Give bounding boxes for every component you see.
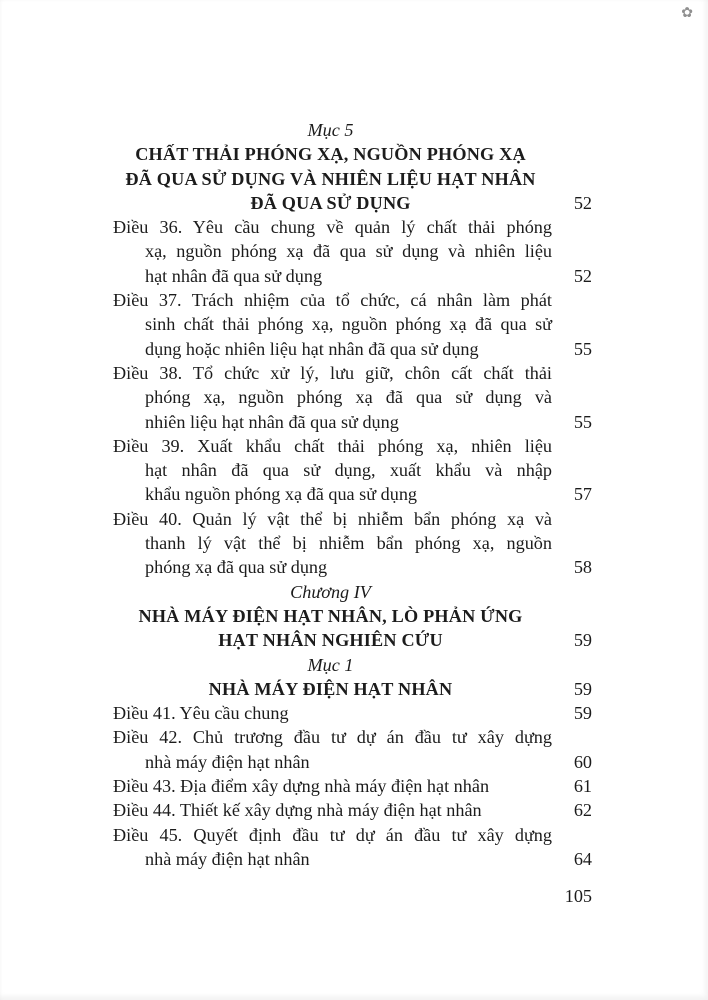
toc-entry-dieu-43 <box>113 774 592 798</box>
toc-entry-dieu-45 <box>113 823 592 872</box>
page-ref: 57 <box>573 484 592 505</box>
section-label: Mục 1 <box>307 654 354 675</box>
section-title-line: NHÀ MÁY ĐIỆN HẠT NHÂN <box>208 678 453 699</box>
toc-entry-last-row <box>113 774 592 798</box>
toc-entry-line: sinh chất thải phóng xạ, nguồn phóng xạ đã qua sử <box>145 314 552 335</box>
section-label: Mục 5 <box>307 120 354 140</box>
toc-entry-last-row <box>113 482 592 506</box>
toc-entry-line: khẩu nguồn phóng xạ đã qua sử dụng <box>145 484 418 505</box>
page-ref: 55 <box>573 338 592 359</box>
toc-entry-last-row <box>113 701 592 725</box>
folio-page-number: 105 <box>564 886 592 906</box>
toc-entry-line: Điều 41. Yêu cầu chung <box>113 703 289 724</box>
toc-entry-dieu-36 <box>113 215 592 288</box>
section-title-row <box>113 628 592 652</box>
toc-entry-line: Điều 36. Yêu cầu chung về quản lý chất thải phóng <box>113 217 552 238</box>
toc-entry-dieu-41 <box>113 701 592 725</box>
toc-entry-line: Điều 39. Xuất khẩu chất thải phóng xạ, nhiên liệu <box>113 435 552 456</box>
table-of-contents <box>113 118 592 871</box>
toc-entry-line: phóng xạ, nguồn phóng xạ đã qua sử dụng và <box>145 387 552 408</box>
section-title-row <box>113 677 592 701</box>
page-ref: 52 <box>573 192 592 213</box>
toc-entry-dieu-44 <box>113 798 592 822</box>
page-ref: 61 <box>573 776 592 797</box>
toc-entry-line: Điều 42. Chủ trương đầu tư dự án đầu tư xây dựng <box>113 727 552 748</box>
page-ref: 58 <box>573 557 592 578</box>
page-ref: 52 <box>573 265 592 286</box>
toc-entry-line: dụng hoặc nhiên liệu hạt nhân đã qua sử dụng <box>145 338 479 359</box>
page-ref: 64 <box>573 848 592 869</box>
section-title-line: NHÀ MÁY ĐIỆN HẠT NHÂN, LÒ PHẢN ỨNG <box>138 605 523 626</box>
flower-icon: ✿ <box>681 6 693 21</box>
toc-entry-last-row <box>113 264 592 288</box>
toc-entry-line: nhà máy điện hạt nhân <box>145 751 310 772</box>
toc-entry-line: thanh lý vật thể bị nhiễm bẩn phóng xạ, nguồn <box>145 533 552 554</box>
toc-entry-line: Điều 45. Quyết định đầu tư dự án đầu tư xây dựng <box>113 824 552 845</box>
section-title-line: ĐÃ QUA SỬ DỤNG <box>250 192 411 213</box>
page-ref: 55 <box>573 411 592 432</box>
page-ref: 60 <box>573 751 592 772</box>
toc-entry-last-row <box>113 555 592 579</box>
toc-entry-line: Điều 40. Quản lý vật thể bị nhiễm bẩn phóng xạ và <box>113 508 552 529</box>
section-heading-muc-5 <box>113 118 592 215</box>
toc-entry-last-row <box>113 337 592 361</box>
page-ref: 59 <box>573 630 592 651</box>
toc-entry-line: nhà máy điện hạt nhân <box>145 848 310 869</box>
toc-entry-line: Điều 37. Trách nhiệm của tổ chức, cá nhân làm phát <box>113 290 552 311</box>
toc-entry-line: phóng xạ đã qua sử dụng <box>145 557 328 578</box>
section-title-line: ĐÃ QUA SỬ DỤNG VÀ NHIÊN LIỆU HẠT NHÂN <box>125 168 536 189</box>
toc-entry-last-row <box>113 798 592 822</box>
section-title-row <box>113 191 592 215</box>
toc-entry-dieu-37 <box>113 288 592 361</box>
section-title-line: CHẤT THẢI PHÓNG XẠ, NGUỒN PHÓNG XẠ <box>135 144 526 165</box>
toc-entry-last-row <box>113 750 592 774</box>
toc-entry-line: hạt nhân đã qua sử dụng <box>145 265 323 286</box>
section-heading-chuong-4 <box>113 580 592 653</box>
toc-entry-dieu-38 <box>113 361 592 434</box>
section-label: Chương IV <box>290 581 371 602</box>
toc-entry-line: Điều 43. Địa điểm xây dựng nhà máy điện hạt nhân <box>113 776 490 797</box>
toc-entry-line: Điều 38. Tổ chức xử lý, lưu giữ, chôn cất chất thải <box>113 362 552 383</box>
toc-entry-line: nhiên liệu hạt nhân đã qua sử dụng <box>145 411 399 432</box>
toc-entry-last-row <box>113 410 592 434</box>
toc-entry-line: xạ, nguồn phóng xạ đã qua sử dụng và nhiên liệu <box>145 241 552 262</box>
section-heading-muc-1 <box>113 653 592 702</box>
toc-entry-dieu-39 <box>113 434 592 507</box>
toc-entry-last-row <box>113 847 592 871</box>
toc-entry-dieu-42 <box>113 725 592 774</box>
page-ref: 59 <box>573 678 592 699</box>
page-ref: 62 <box>573 800 592 821</box>
page-ref: 59 <box>573 703 592 724</box>
section-title-line: HẠT NHÂN NGHIÊN CỨU <box>218 630 443 651</box>
toc-entry-dieu-40 <box>113 507 592 580</box>
toc-entry-line: hạt nhân đã qua sử dụng, xuất khẩu và nhập <box>145 460 552 481</box>
toc-entry-line: Điều 44. Thiết kế xây dựng nhà máy điện hạt nhân <box>113 800 482 821</box>
